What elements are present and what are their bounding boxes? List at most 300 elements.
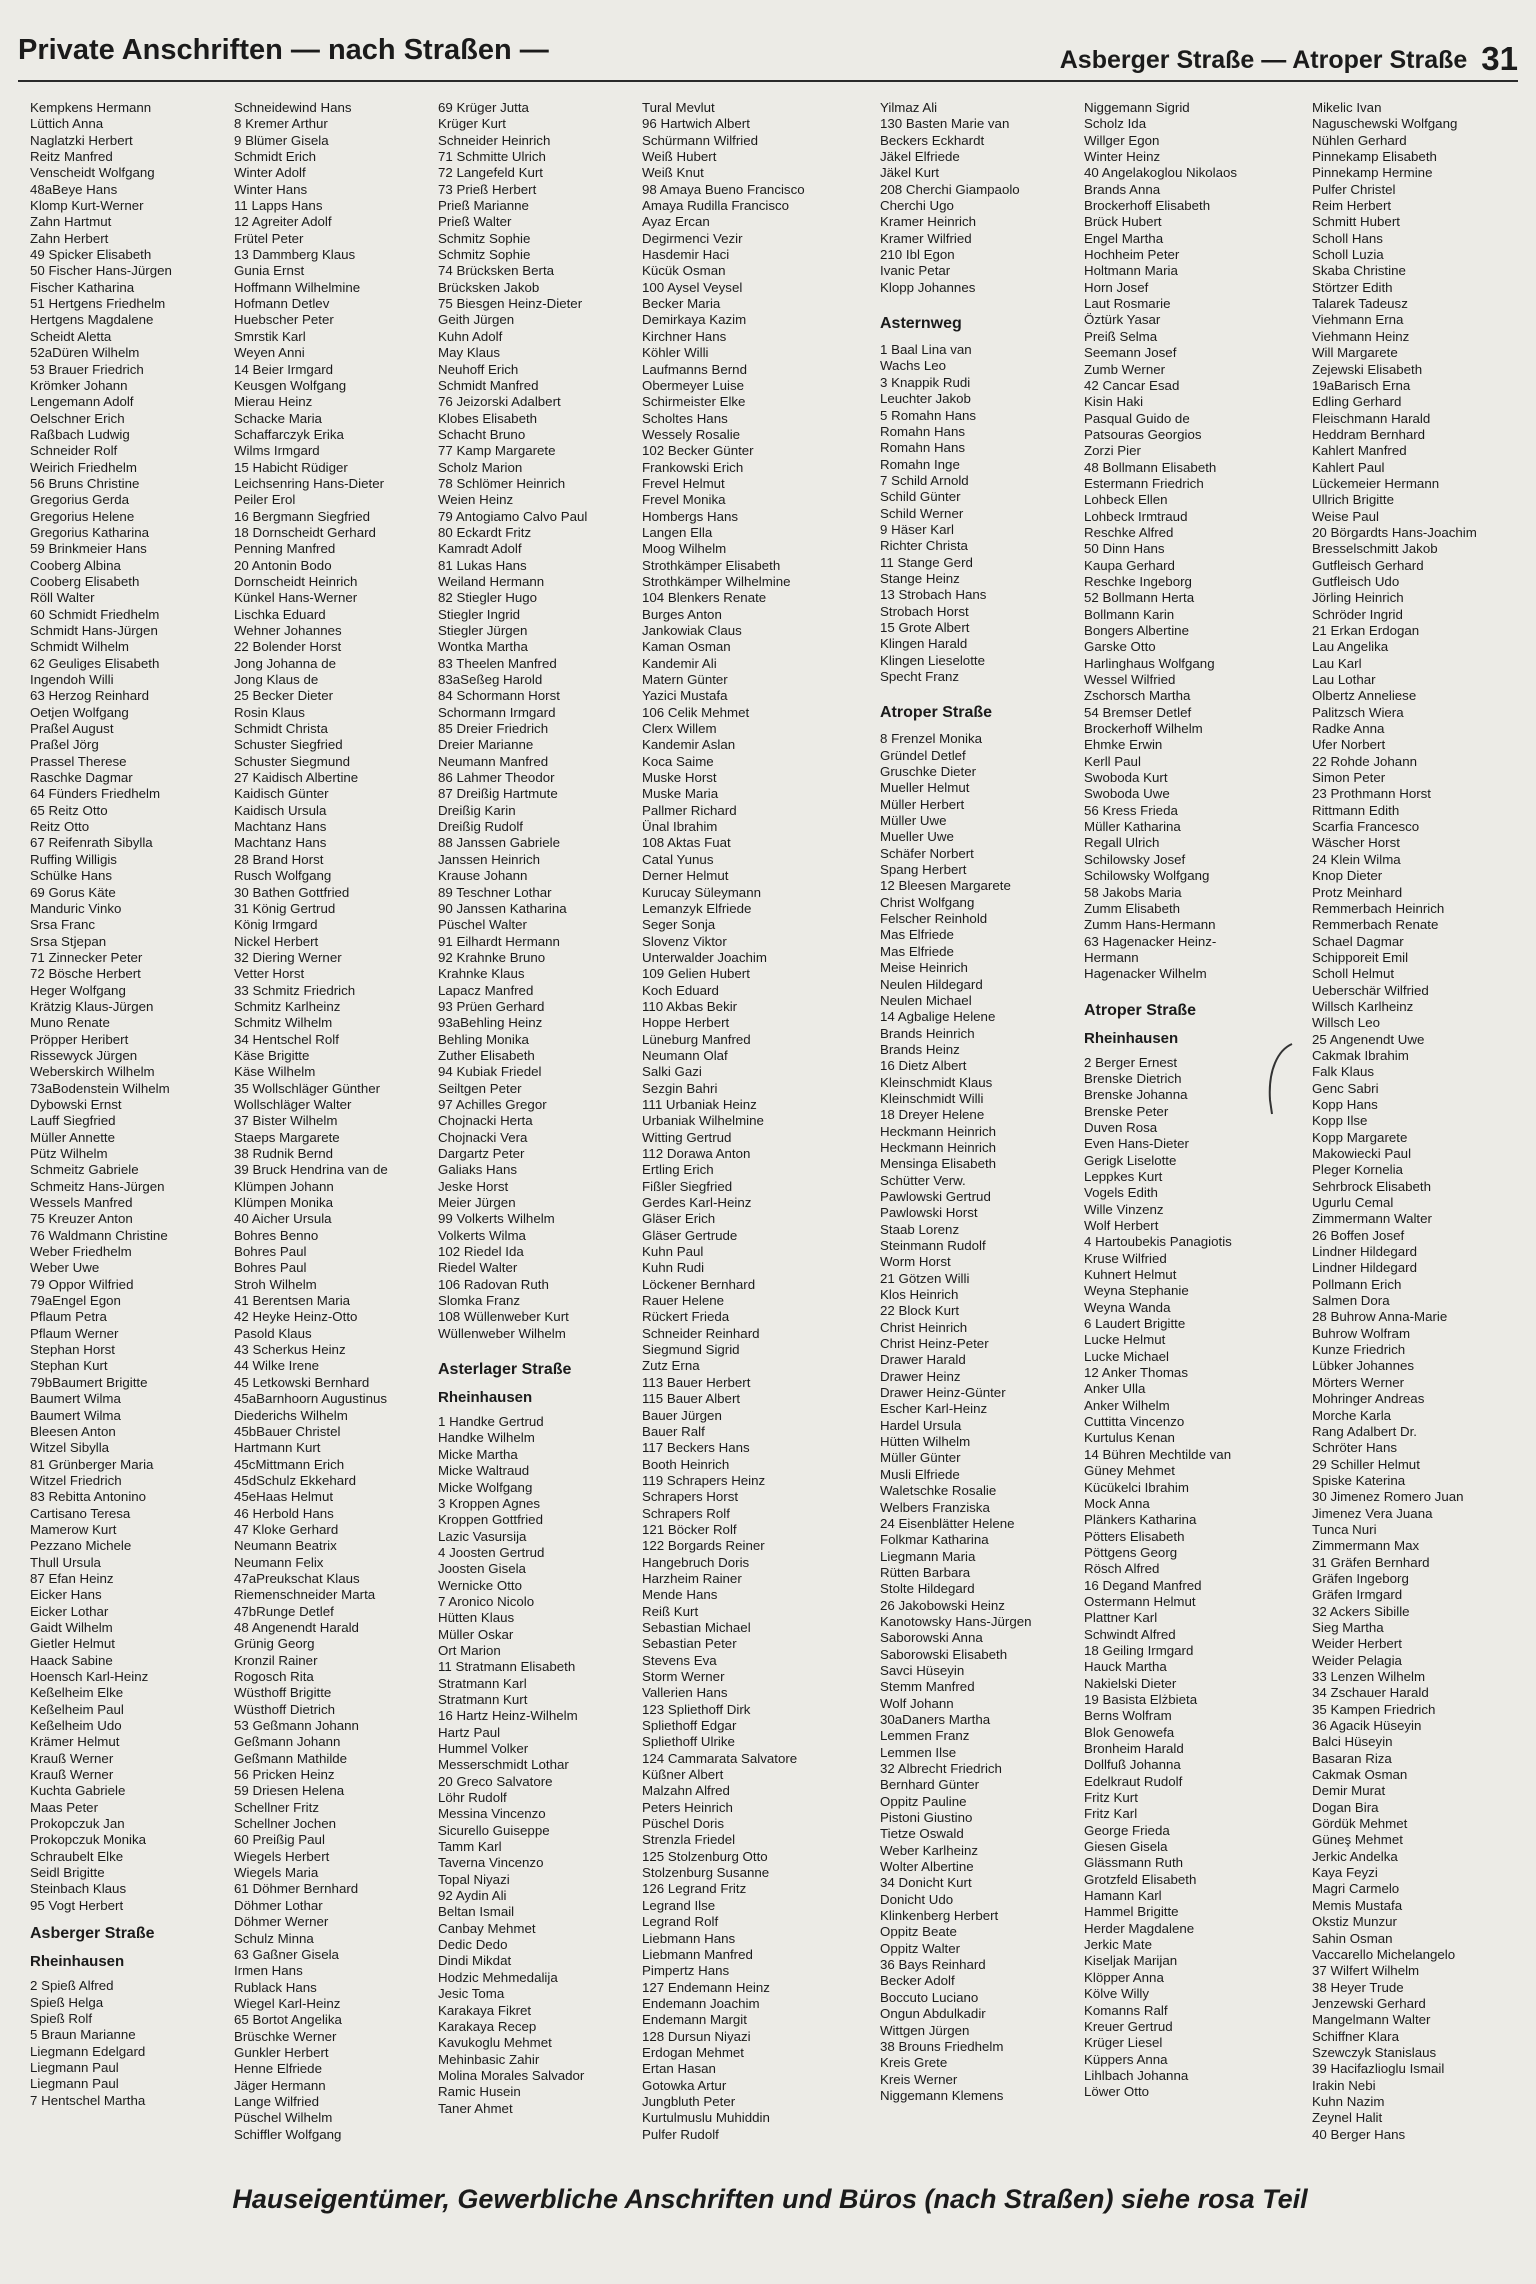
resident-entry: 1 Handke Gertrud bbox=[438, 1414, 544, 1430]
resident-entry: Tamm Karl bbox=[438, 1839, 502, 1855]
resident-entry: 52 Bollmann Herta bbox=[1084, 590, 1195, 606]
resident-entry: Kücük Osman bbox=[642, 263, 726, 279]
resident-entry: Pütz Wilhelm bbox=[30, 1146, 108, 1161]
resident-entry: Cakmak Osman bbox=[1312, 1767, 1408, 1783]
resident-entry: Weider Herbert bbox=[1312, 1636, 1402, 1652]
resident-entry: Ünal Ibrahim bbox=[642, 819, 718, 835]
resident-entry: Schmidt Christa bbox=[234, 721, 328, 737]
resident-entry: Weiß Hubert bbox=[642, 149, 717, 165]
resident-entry: Ugurlu Cemal bbox=[1312, 1195, 1394, 1211]
resident-entry: Krüger Kurt bbox=[438, 116, 506, 132]
resident-entry: Erdogan Mehmet bbox=[642, 2044, 744, 2060]
resident-entry: Köhler Willi bbox=[642, 345, 709, 361]
resident-entry: 93aBehling Heinz bbox=[438, 1015, 543, 1031]
resident-entry: Cakmak Ibrahim bbox=[1312, 1047, 1409, 1063]
resident-entry: Kopp Ilse bbox=[1312, 1113, 1368, 1129]
resident-entry: Schaffarczyk Erika bbox=[234, 426, 344, 442]
resident-entry: 83 Rebitta Antonino bbox=[30, 1489, 147, 1505]
resident-entry: 20 Greco Salvatore bbox=[438, 1773, 553, 1789]
resident-entry: Brück Hubert bbox=[1084, 214, 1162, 230]
resident-entry: Brockerhoff Elisabeth bbox=[1084, 198, 1211, 214]
resident-entry: Brockerhoff Wilhelm bbox=[1084, 721, 1203, 737]
resident-entry: Okstiz Munzur bbox=[1312, 1914, 1397, 1930]
resident-entry: Ort Marion bbox=[438, 1642, 501, 1658]
resident-entry: Kahlert Manfred bbox=[1312, 443, 1407, 459]
resident-entry: Muske Maria bbox=[642, 786, 719, 802]
resident-entry: Müller Katharina bbox=[1084, 819, 1181, 835]
resident-entry: Janssen Heinrich bbox=[438, 851, 540, 867]
resident-entry: 56 Kress Frieda bbox=[1084, 802, 1178, 818]
resident-entry: Neumann Beatrix bbox=[234, 1538, 337, 1554]
resident-entry: Dornscheidt Heinrich bbox=[234, 573, 358, 589]
resident-entry: Lau Lothar bbox=[1312, 672, 1376, 688]
resident-entry: 25 Becker Dieter bbox=[234, 688, 334, 704]
resident-entry: 84 Schormann Horst bbox=[438, 688, 560, 704]
resident-entry: Pallmer Richard bbox=[642, 802, 737, 818]
resident-entry: 14 Beier Irmgard bbox=[234, 361, 334, 377]
resident-entry: 11 Stratmann Elisabeth bbox=[438, 1659, 576, 1675]
resident-entry: Pasold Klaus bbox=[234, 1325, 312, 1341]
resident-entry: Rauer Helene bbox=[642, 1293, 725, 1309]
resident-entry: Küßner Albert bbox=[642, 1767, 724, 1783]
resident-entry: Dreißig Karin bbox=[438, 802, 516, 818]
resident-entry: Rublack Hans bbox=[234, 1979, 317, 1995]
resident-entry: 5 Braun Marianne bbox=[30, 2027, 136, 2043]
resident-entry: Catal Yunus bbox=[642, 851, 714, 867]
resident-entry: Vetter Horst bbox=[234, 966, 305, 982]
resident-entry: Jankowiak Claus bbox=[642, 623, 742, 638]
resident-entry: Stolte Hildegard bbox=[880, 1581, 975, 1597]
resident-entry: Plänkers Katharina bbox=[1084, 1512, 1197, 1528]
resident-entry: Zahn Hartmut bbox=[30, 214, 112, 230]
resident-entry: 106 Radovan Ruth bbox=[438, 1276, 549, 1292]
resident-entry: Becker Maria bbox=[642, 296, 721, 312]
resident-entry: Patsouras Georgios bbox=[1084, 426, 1202, 442]
resident-entry: Heger Wolfgang bbox=[30, 982, 126, 998]
resident-entry: König Irmgard bbox=[234, 917, 318, 933]
resident-entry: Wüsthoff Brigitte bbox=[234, 1685, 332, 1701]
resident-entry: Schneider Reinhard bbox=[642, 1325, 760, 1341]
resident-entry: 53 Geßmann Johann bbox=[234, 1718, 359, 1734]
resident-entry: Slovenz Viktor bbox=[642, 933, 727, 949]
resident-entry: Hagenacker Wilhelm bbox=[1084, 966, 1207, 982]
resident-entry: Wille Vinzenz bbox=[1084, 1201, 1164, 1217]
resident-entry: Romahn Hans bbox=[880, 440, 965, 456]
resident-entry: Lazic Vasursija bbox=[438, 1528, 527, 1544]
resident-entry: Praßel Jörg bbox=[30, 737, 99, 753]
resident-entry: Schülke Hans bbox=[30, 868, 113, 884]
resident-entry: 50 Dinn Hans bbox=[1084, 541, 1165, 557]
resident-entry: Komanns Ralf bbox=[1084, 2002, 1168, 2018]
resident-entry: 47bRunge Detlef bbox=[234, 1603, 334, 1619]
resident-entry: Langen Ella bbox=[642, 524, 713, 540]
resident-entry: 26 Jakobowski Heinz bbox=[880, 1597, 1005, 1613]
resident-entry: 83aSeßeg Harold bbox=[438, 672, 543, 688]
resident-entry: Zumm Hans-Hermann bbox=[1084, 917, 1216, 933]
resident-entry: Kunze Friedrich bbox=[1312, 1342, 1406, 1358]
resident-entry: Gründel Detlef bbox=[880, 747, 966, 763]
street-range-label: Asberger Straße — Atroper Straße bbox=[1059, 46, 1468, 74]
resident-entry: Kramer Wilfried bbox=[880, 230, 972, 246]
resident-entry: Reitz Manfred bbox=[30, 149, 113, 165]
resident-entry: Oppitz Pauline bbox=[880, 1793, 967, 1809]
resident-entry: 14 Agbalige Helene bbox=[880, 1009, 996, 1025]
resident-entry: Lau Angelika bbox=[1312, 639, 1389, 655]
resident-entry: Heckmann Heinrich bbox=[880, 1139, 997, 1155]
resident-entry: Jörling Heinrich bbox=[1312, 590, 1404, 606]
resident-entry: 40 Berger Hans bbox=[1312, 2126, 1406, 2142]
resident-entry: Wessel Wilfried bbox=[1084, 672, 1176, 688]
resident-entry: Schrapers Rolf bbox=[642, 1505, 730, 1521]
resident-entry: Lauff Siegfried bbox=[30, 1113, 116, 1129]
resident-entry: Drawer Heinz bbox=[880, 1368, 961, 1384]
resident-entry: Bleesen Anton bbox=[30, 1423, 116, 1439]
resident-entry: Witzel Friedrich bbox=[30, 1472, 122, 1488]
resident-entry: Remmerbach Renate bbox=[1312, 917, 1439, 933]
resident-entry: 104 Blenkers Renate bbox=[642, 590, 767, 606]
resident-entry: Stemm Manfred bbox=[880, 1679, 975, 1695]
resident-entry: Dreißig Rudolf bbox=[438, 819, 523, 835]
resident-entry: Blok Genowefa bbox=[1084, 1724, 1175, 1740]
resident-entry: 109 Gelien Hubert bbox=[642, 966, 750, 982]
resident-entry: Schraubelt Elke bbox=[30, 1848, 124, 1864]
resident-entry: Grotzfeld Elisabeth bbox=[1084, 1871, 1197, 1887]
resident-entry: 48 Angenendt Harald bbox=[234, 1619, 359, 1635]
resident-entry: Gregorius Helene bbox=[30, 508, 135, 524]
resident-entry: Hoensch Karl-Heinz bbox=[30, 1669, 149, 1684]
resident-entry: Krause Johann bbox=[438, 868, 528, 884]
page-header bbox=[18, 34, 1518, 77]
resident-entry: Klingen Lieselotte bbox=[880, 652, 985, 668]
section-gap bbox=[438, 1342, 636, 1350]
resident-entry: 121 Böcker Rolf bbox=[642, 1521, 737, 1537]
column-1 bbox=[30, 100, 228, 2109]
resident-entry: Fischer Katharina bbox=[30, 279, 135, 295]
resident-entry: Ongun Abdulkadir bbox=[880, 2006, 986, 2022]
section-gap bbox=[880, 296, 1078, 304]
resident-entry: Irmen Hans bbox=[234, 1963, 303, 1979]
resident-entry: Duven Rosa bbox=[1084, 1119, 1158, 1135]
resident-entry: Eicker Lothar bbox=[30, 1603, 109, 1619]
resident-entry: Kerll Paul bbox=[1084, 753, 1141, 769]
resident-entry: 47 Kloke Gerhard bbox=[234, 1521, 339, 1537]
resident-entry: 73 Prieß Herbert bbox=[438, 181, 537, 197]
resident-entry: Jimenez Vera Juana bbox=[1312, 1505, 1433, 1521]
resident-entry: 80 Eckardt Fritz bbox=[438, 524, 532, 540]
resident-entry: Dargartz Peter bbox=[438, 1146, 525, 1161]
resident-entry: Kavukoglu Mehmet bbox=[438, 2035, 552, 2051]
resident-entry: Schmidt Hans-Jürgen bbox=[30, 623, 158, 638]
resident-entry: Schwindt Alfred bbox=[1084, 1626, 1176, 1642]
resident-entry: Kramer Heinrich bbox=[880, 214, 977, 230]
resident-entry: 94 Kubiak Friedel bbox=[438, 1064, 542, 1080]
resident-entry: Weiß Knut bbox=[642, 165, 704, 181]
resident-entry: Klümpen Johann bbox=[234, 1178, 334, 1194]
resident-entry: Wolter Albertine bbox=[880, 1859, 974, 1875]
resident-entry: Ostermann Helmut bbox=[1084, 1593, 1196, 1609]
resident-entry: Wernicke Otto bbox=[438, 1577, 522, 1593]
resident-entry: Müller Günter bbox=[880, 1450, 961, 1466]
district-heading: Rheinhausen bbox=[30, 1953, 125, 1971]
resident-entry: Weider Pelagia bbox=[1312, 1652, 1402, 1668]
resident-entry: 111 Urbaniak Heinz bbox=[642, 1096, 757, 1112]
resident-entry: Hummel Volker bbox=[438, 1741, 529, 1756]
resident-entry: Rissewyck Jürgen bbox=[30, 1047, 138, 1063]
resident-entry: Zumm Elisabeth bbox=[1084, 900, 1181, 916]
resident-entry: Gutfleisch Udo bbox=[1312, 573, 1400, 589]
resident-entry: Musli Elfriede bbox=[880, 1466, 960, 1482]
resident-entry: 74 Brücksken Berta bbox=[438, 263, 555, 279]
resident-entry: Irakin Nebi bbox=[1312, 2077, 1376, 2093]
resident-entry: Srsa Stjepan bbox=[30, 933, 107, 949]
resident-entry: Christ Wolfgang bbox=[880, 894, 975, 910]
resident-entry: Endemann Joachim bbox=[642, 1995, 760, 2011]
resident-entry: 39 Bruck Hendrina van de bbox=[234, 1162, 388, 1178]
resident-entry: Donicht Udo bbox=[880, 1891, 954, 1907]
resident-entry: Kopp Hans bbox=[1312, 1096, 1378, 1112]
resident-entry: Schmeitz Gabriele bbox=[30, 1162, 139, 1178]
resident-entry: Lange Wilfried bbox=[234, 2093, 319, 2109]
resident-entry: Bresselschmitt Jakob bbox=[1312, 541, 1438, 557]
resident-entry: 15 Grote Albert bbox=[880, 619, 970, 635]
resident-entry: 42 Cancar Esad bbox=[1084, 377, 1180, 393]
resident-entry: Lohbeck Ellen bbox=[1084, 492, 1168, 508]
resident-entry: Viehmann Heinz bbox=[1312, 328, 1410, 344]
resident-entry: 115 Bauer Albert bbox=[642, 1391, 741, 1407]
resident-entry: 12 Bleesen Margarete bbox=[880, 878, 1011, 894]
resident-entry: Pulfer Christel bbox=[1312, 181, 1396, 197]
resident-entry: Kurucay Süleymann bbox=[642, 884, 761, 900]
section-gap bbox=[880, 685, 1078, 693]
resident-entry: 88 Janssen Gabriele bbox=[438, 835, 560, 851]
resident-entry: Jong Klaus de bbox=[234, 672, 319, 688]
resident-entry: Pawlowski Horst bbox=[880, 1205, 978, 1221]
resident-entry: Raschke Dagmar bbox=[30, 770, 133, 786]
resident-entry: Hermann bbox=[1084, 949, 1139, 965]
resident-entry: Saborowski Elisabeth bbox=[880, 1646, 1008, 1662]
resident-entry: Edling Gerhard bbox=[1312, 394, 1402, 410]
resident-entry: Klümpen Monika bbox=[234, 1195, 334, 1211]
resident-entry: Giesen Gisela bbox=[1084, 1839, 1168, 1855]
resident-entry: 106 Celik Mehmet bbox=[642, 704, 750, 720]
resident-entry: Stephan Horst bbox=[30, 1342, 116, 1358]
resident-entry: 76 Waldmann Christine bbox=[30, 1227, 168, 1243]
resident-entry: Engel Martha bbox=[1084, 230, 1164, 246]
resident-entry: Kurtulus Kenan bbox=[1084, 1430, 1175, 1446]
resident-entry: Hütten Wilhelm bbox=[880, 1434, 971, 1450]
resident-entry: Witzel Sibylla bbox=[30, 1440, 110, 1456]
resident-entry: Fritz Karl bbox=[1084, 1806, 1138, 1822]
resident-entry: 5 Romahn Hans bbox=[880, 407, 977, 423]
resident-entry: Tural Mevlut bbox=[642, 100, 715, 115]
resident-entry: Gerdes Karl-Heinz bbox=[642, 1195, 752, 1211]
resident-entry: 13 Dammberg Klaus bbox=[234, 247, 356, 263]
resident-entry: Mende Hans bbox=[642, 1587, 718, 1603]
resident-entry: 45 Letkowski Bernhard bbox=[234, 1374, 370, 1390]
resident-entry: Drawer Heinz-Günter bbox=[880, 1385, 1006, 1401]
resident-entry: Strothkämper Wilhelmine bbox=[642, 573, 791, 589]
resident-entry: Kuchta Gabriele bbox=[30, 1783, 126, 1799]
resident-entry: Degirmenci Vezir bbox=[642, 230, 743, 246]
resident-entry: 16 Hartz Heinz-Wilhelm bbox=[438, 1708, 578, 1724]
resident-entry: Pötters Elisabeth bbox=[1084, 1528, 1185, 1544]
resident-entry: Lüttich Anna bbox=[30, 116, 104, 132]
resident-entry: Protz Meinhard bbox=[1312, 884, 1403, 900]
resident-entry: Geßmann Mathilde bbox=[234, 1750, 348, 1766]
resident-entry: Reiß Kurt bbox=[642, 1603, 699, 1619]
resident-entry: Schael Dagmar bbox=[1312, 933, 1404, 949]
resident-entry: Ertan Hasan bbox=[642, 2061, 716, 2077]
resident-entry: Frevel Helmut bbox=[642, 475, 725, 491]
resident-entry: Müller Herbert bbox=[880, 796, 965, 812]
resident-entry: Ufer Norbert bbox=[1312, 737, 1386, 753]
resident-entry: Memis Mustafa bbox=[1312, 1897, 1403, 1913]
resident-entry: Lischka Eduard bbox=[234, 606, 326, 622]
resident-entry: Swoboda Kurt bbox=[1084, 770, 1168, 786]
resident-entry: Scholz Marion bbox=[438, 459, 523, 475]
resident-entry: 22 Bolender Horst bbox=[234, 639, 342, 655]
resident-entry: Bernhard Günter bbox=[880, 1777, 980, 1793]
resident-entry: 37 Bister Wilhelm bbox=[234, 1113, 338, 1129]
resident-entry: Lübker Johannes bbox=[1312, 1358, 1415, 1374]
resident-entry: Jenzewski Gerhard bbox=[1312, 1995, 1426, 2011]
resident-entry: Spliethoff Ulrike bbox=[642, 1734, 735, 1750]
resident-entry: Wolf Johann bbox=[880, 1695, 954, 1711]
resident-entry: Prassel Therese bbox=[30, 753, 127, 769]
resident-entry: Weirich Friedhelm bbox=[30, 459, 137, 475]
resident-entry: Keßelheim Elke bbox=[30, 1685, 124, 1701]
resident-entry: Reitz Otto bbox=[30, 819, 90, 835]
resident-entry: Schmitt Hubert bbox=[1312, 214, 1400, 230]
resident-entry: Beltan Ismail bbox=[438, 1904, 515, 1920]
resident-entry: 45cMittmann Erich bbox=[234, 1456, 345, 1472]
resident-entry: 63 Gaßner Gisela bbox=[234, 1946, 339, 1962]
resident-entry: Lemmen Ilse bbox=[880, 1744, 957, 1760]
resident-entry: 79bBaumert Brigitte bbox=[30, 1374, 148, 1390]
resident-entry: Krüger Liesel bbox=[1084, 2035, 1163, 2051]
resident-entry: 18 Dreyer Helene bbox=[880, 1107, 985, 1123]
resident-entry: 53 Brauer Friedrich bbox=[30, 361, 144, 377]
resident-entry: Laut Rosmarie bbox=[1084, 296, 1171, 312]
resident-entry: Escher Karl-Heinz bbox=[880, 1401, 988, 1417]
page-title: Private Anschriften — nach Straßen — bbox=[18, 34, 549, 66]
resident-entry: Liegmann Paul bbox=[30, 2076, 119, 2092]
resident-entry: Brenske Johanna bbox=[1084, 1087, 1188, 1103]
resident-entry: Hoppe Herbert bbox=[642, 1015, 730, 1031]
resident-entry: Jäkel Kurt bbox=[880, 165, 940, 181]
resident-entry: 33 Lenzen Wilhelm bbox=[1312, 1669, 1426, 1684]
resident-entry: Wiegels Maria bbox=[234, 1865, 319, 1881]
resident-entry: Schäfer Norbert bbox=[880, 845, 974, 861]
resident-entry: Stroh Wilhelm bbox=[234, 1276, 317, 1292]
resident-entry: Mock Anna bbox=[1084, 1495, 1150, 1511]
resident-entry: Mensinga Elisabeth bbox=[880, 1156, 997, 1172]
resident-entry: Riedel Walter bbox=[438, 1260, 518, 1276]
resident-entry: Peiler Erol bbox=[234, 492, 296, 508]
resident-entry: Berns Wolfram bbox=[1084, 1708, 1172, 1724]
resident-entry: Kleinschmidt Klaus bbox=[880, 1074, 993, 1090]
resident-entry: 7 Hentschel Martha bbox=[30, 2092, 146, 2108]
resident-entry: Neumann Felix bbox=[234, 1554, 324, 1570]
resident-entry: Gregorius Katharina bbox=[30, 524, 149, 540]
resident-entry: Scholtes Hans bbox=[642, 410, 728, 426]
resident-entry: 93 Prüen Gerhard bbox=[438, 998, 545, 1014]
resident-entry: 112 Dorawa Anton bbox=[642, 1146, 751, 1161]
resident-entry: 2 Berger Ernest bbox=[1084, 1054, 1178, 1070]
resident-entry: Schuster Siegmund bbox=[234, 753, 351, 769]
resident-entry: Estermann Friedrich bbox=[1084, 475, 1204, 491]
resident-entry: Pröpper Heribert bbox=[30, 1031, 129, 1047]
resident-entry: Molina Morales Salvador bbox=[438, 2067, 585, 2083]
resident-entry: Hofmann Detlev bbox=[234, 296, 330, 312]
resident-entry: Hütten Klaus bbox=[438, 1610, 515, 1626]
resident-entry: Pinnekamp Hermine bbox=[1312, 165, 1433, 181]
resident-entry: Felscher Reinhold bbox=[880, 911, 988, 927]
resident-entry: Christ Heinrich bbox=[880, 1319, 968, 1335]
resident-entry: Schütter Verw. bbox=[880, 1172, 966, 1188]
resident-entry: Cartisano Teresa bbox=[30, 1505, 131, 1521]
resident-entry: Legrand Ilse bbox=[642, 1897, 716, 1913]
resident-entry: Kaya Feyzi bbox=[1312, 1865, 1378, 1881]
resident-entry: Richter Christa bbox=[880, 538, 968, 554]
resident-entry: Pinnekamp Elisabeth bbox=[1312, 149, 1437, 165]
resident-entry: Plattner Karl bbox=[1084, 1610, 1158, 1626]
resident-entry: Rückert Frieda bbox=[642, 1309, 730, 1325]
resident-entry: Karakaya Fikret bbox=[438, 2002, 532, 2018]
resident-entry: Naguschewski Wolfgang bbox=[1312, 116, 1458, 132]
resident-entry: Schmidt Wilhelm bbox=[30, 639, 130, 655]
resident-entry: Schneider Rolf bbox=[30, 443, 118, 459]
resident-entry: 46 Herbold Hans bbox=[234, 1505, 334, 1521]
resident-entry: 16 Degand Manfred bbox=[1084, 1577, 1202, 1593]
resident-entry: 100 Aysel Veysel bbox=[642, 279, 743, 295]
resident-entry: Taverna Vincenzo bbox=[438, 1855, 544, 1871]
resident-entry: 37 Wilfert Wilhelm bbox=[1312, 1963, 1420, 1979]
resident-entry: Buhrow Wolfram bbox=[1312, 1325, 1411, 1341]
resident-entry: 38 Heyer Trude bbox=[1312, 1979, 1404, 1995]
resident-entry: Kücükelci Ibrahim bbox=[1084, 1479, 1189, 1495]
resident-entry: Demirkaya Kazim bbox=[642, 312, 747, 328]
resident-entry: Schmitz Wilhelm bbox=[234, 1015, 333, 1031]
resident-entry: Meise Heinrich bbox=[880, 960, 968, 976]
resident-entry: Jäkel Elfriede bbox=[880, 149, 960, 165]
resident-entry: Matern Günter bbox=[642, 672, 728, 688]
resident-entry: Urbaniak Wilhelmine bbox=[642, 1113, 764, 1129]
resident-entry: Löckener Bernhard bbox=[642, 1276, 756, 1292]
resident-entry: 19 Basista Elżbieta bbox=[1084, 1691, 1198, 1707]
resident-entry: Amaya Rudilla Francisco bbox=[642, 198, 790, 214]
resident-entry: 26 Boffen Josef bbox=[1312, 1227, 1405, 1243]
resident-entry: Karakaya Recep bbox=[438, 2018, 537, 2034]
resident-entry: Pistoni Giustino bbox=[880, 1810, 973, 1826]
resident-entry: Smrstik Karl bbox=[234, 328, 306, 344]
resident-entry: 24 Klein Wilma bbox=[1312, 851, 1401, 867]
resident-entry: Sahin Osman bbox=[1312, 1930, 1393, 1946]
resident-entry: Brenske Dietrich bbox=[1084, 1070, 1182, 1086]
resident-entry: Döhmer Werner bbox=[234, 1914, 329, 1930]
resident-entry: Seidl Brigitte bbox=[30, 1865, 105, 1881]
resident-entry: Prieß Marianne bbox=[438, 198, 529, 214]
resident-entry: Eicker Hans bbox=[30, 1587, 102, 1603]
resident-entry: 83 Theelen Manfred bbox=[438, 655, 557, 671]
resident-entry: Grünig Georg bbox=[234, 1636, 315, 1652]
resident-entry: 24 Eisenblätter Helene bbox=[880, 1515, 1015, 1531]
resident-entry: Penning Manfred bbox=[234, 541, 336, 557]
resident-entry: Demir Murat bbox=[1312, 1783, 1386, 1799]
resident-entry: Kleinschmidt Willi bbox=[880, 1090, 984, 1106]
resident-entry: 108 Wüllenweber Kurt bbox=[438, 1309, 569, 1325]
resident-entry: 47aPreukschat Klaus bbox=[234, 1570, 360, 1586]
